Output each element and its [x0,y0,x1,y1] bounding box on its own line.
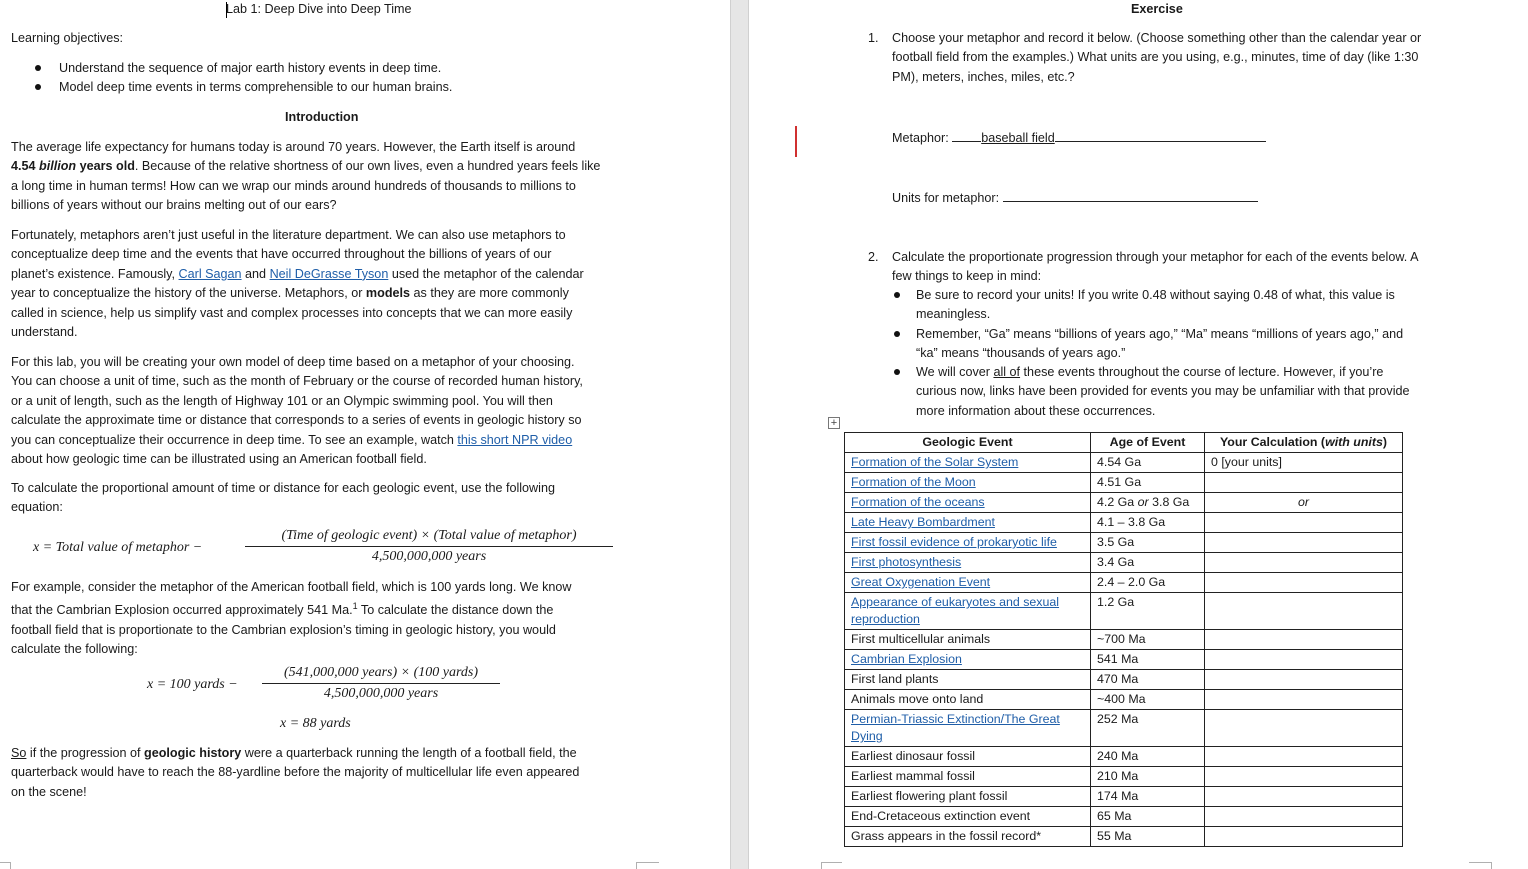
column-header-age: Age of Event [1091,433,1205,453]
objective-item: Understand the sequence of major earth history events in deep time. [59,61,442,75]
reminder-abbreviations [916,325,1516,364]
text-line: football field from the examples.) What units are you using, e.g., minutes, time of day (like 1:30 [892,50,1419,65]
text-line: on the scene! [11,784,87,799]
event-link[interactable]: Permian-Triassic Extinction/The Great Dying [851,712,1060,743]
units-field[interactable] [892,188,1258,208]
event-cell: Animals move onto land [845,690,1091,710]
event-link[interactable]: Great Oxygenation Event [851,575,991,589]
reminder-links [916,363,1516,421]
text-line: We will cover all of these events throughout the course of lecture. However, if you’re [916,365,1384,379]
right-page [749,0,1528,869]
calculation-cell[interactable]: 0 [your units] [1205,453,1403,473]
units-label: Units for metaphor: [892,191,1000,205]
column-header-calculation: Your Calculation (with units) [1205,433,1403,453]
column-header-event: Geologic Event [845,433,1091,453]
text-line: Fortunately, metaphors aren’t just useful in the literature department. We can also use metaphors to [11,228,566,242]
age-cell: 3.4 Ga [1091,553,1205,573]
event-link[interactable]: Cambrian Explosion [851,652,962,666]
text-line: more information about these occurrences. [916,403,1156,418]
conclusion-paragraph [11,744,651,802]
table-row [845,473,1403,493]
text-line: Remember, “Ga” means “billions of years ago,” “Ma” means “millions of years ago,” and [916,327,1404,341]
event-cell: Earliest dinosaur fossil [845,747,1091,767]
text-line: equation: [11,500,63,515]
text-line: a long time in human terms! How can we wrap our minds around hundreds of thousands to millions to [11,178,576,193]
calculation-cell[interactable] [1205,573,1403,593]
text-line: For this lab, you will be creating your own model of deep time based on a metaphor of your choosing. [11,355,575,369]
age-cell: 3.5 Ga [1091,533,1205,553]
text-line: Calculate the proportionate progression through your metaphor for each of the events below. A [892,250,1419,264]
question-1-number: 1. [868,31,879,45]
event-cell[interactable] [845,453,1091,473]
introduction-heading: Introduction [285,110,359,124]
event-link[interactable]: First photosynthesis [851,555,962,569]
lab-description-paragraph [11,353,651,469]
text-line: you can conceptualize their occurrence in deep time. To see an example, watch this short NPR video [11,432,573,447]
text-line: So if the progression of geologic history were a quarterback running the length of a football field, the [11,746,577,760]
equation-intro-paragraph [11,479,651,518]
geologic-events-table [844,432,1403,847]
event-cell[interactable] [845,593,1091,630]
table-row [845,553,1403,573]
calculation-cell[interactable]: or [1205,493,1403,513]
intro-paragraph [11,138,651,216]
npr-video-link[interactable]: this short NPR video [457,432,573,447]
calculation-cell[interactable] [1205,767,1403,787]
metaphor-paragraph [11,226,651,342]
calculation-cell[interactable] [1205,473,1403,493]
calculation-cell[interactable] [1205,553,1403,573]
text-line: You can choose a unit of time, such as the month of February or the course of recorded human history, [11,374,583,389]
calculation-cell[interactable] [1205,630,1403,650]
table-row [845,493,1403,513]
table-row [845,690,1403,710]
calculation-cell[interactable] [1205,670,1403,690]
table-header-row [845,433,1403,453]
event-cell: Grass appears in the fossil record* [845,827,1091,847]
event-cell[interactable] [845,513,1091,533]
table-row [845,513,1403,533]
table-row [845,787,1403,807]
table-row [845,650,1403,670]
age-cell: 240 Ma [1091,747,1205,767]
left-page [0,0,730,869]
table-row [845,670,1403,690]
text-line: understand. [11,325,78,340]
table-row [845,453,1403,473]
age-cell: 470 Ma [1091,670,1205,690]
text-line: curious now, links have been provided for events you may be unfamiliar with that provide [916,384,1410,399]
text-line: Choose your metaphor and record it below. (Choose something other than the calendar year or [892,31,1422,45]
table-row [845,593,1403,630]
example-paragraph [11,578,651,660]
age-cell: 174 Ma [1091,787,1205,807]
event-cell: End-Cretaceous extinction event [845,807,1091,827]
text-line: Be sure to record your units! If you write 0.48 without saying 0.48 of what, this value is [916,288,1395,302]
metaphor-value[interactable]: baseball field [981,131,1055,145]
event-cell[interactable] [845,553,1091,573]
age-cell: ~400 Ma [1091,690,1205,710]
question-1-text [892,29,1492,87]
revision-mark [795,126,797,157]
text-line: conceptualize deep time and the events that have occurred throughout the billions of years of our [11,247,552,262]
text-line: billions of years without our brains melting out of our ears? [11,198,337,213]
bullet-icon [35,84,41,90]
age-cell: 252 Ma [1091,710,1205,747]
text-line: quarterback would have to reach the 88-yardline before the majority of multicellular life even appeared [11,765,580,780]
event-cell: First land plants [845,670,1091,690]
event-link[interactable]: First fossil evidence of prokaryotic life [851,535,1057,549]
page-corner-mark [1469,862,1492,869]
table-row [845,747,1403,767]
event-cell: Earliest mammal fossil [845,767,1091,787]
event-cell[interactable] [845,573,1091,593]
event-cell[interactable] [845,650,1091,670]
table-row [845,827,1403,847]
text-line: 4.54 billion years old. Because of the relative shortness of our own lives, even a hundred years feels like [11,159,601,174]
age-cell: 541 Ma [1091,650,1205,670]
age-cell: 2.4 – 2.0 Ga [1091,573,1205,593]
calculation-cell[interactable] [1205,593,1403,630]
table-row [845,630,1403,650]
calculation-cell[interactable] [1205,807,1403,827]
text-line: calculate the following: [11,642,138,657]
example-equation-result: x = 88 yards [280,716,351,731]
metaphor-field[interactable] [892,128,1266,148]
text-line: year to conceptualize the history of the universe. Metaphors, or models as they are more commonly [11,286,569,301]
equation-lhs: x = Total value of metaphor − [33,540,203,555]
page-corner-mark [636,862,659,869]
calculation-cell[interactable] [1205,650,1403,670]
calculation-cell[interactable] [1205,690,1403,710]
age-cell: 65 Ma [1091,807,1205,827]
age-cell: 210 Ma [1091,767,1205,787]
age-cell: 4.51 Ga [1091,473,1205,493]
age-cell: 4.54 Ga [1091,453,1205,473]
question-2-number: 2. [868,250,879,264]
text-line: few things to keep in mind: [892,269,1042,284]
carl-sagan-link[interactable]: Carl Sagan [178,266,242,281]
age-cell: 4.1 – 3.8 Ga [1091,513,1205,533]
event-cell: First multicellular animals [845,630,1091,650]
calculation-cell[interactable] [1205,513,1403,533]
equation-denominator: 4,500,000,000 years [371,549,487,564]
text-line: calculate the approximate time or distance that corresponds to a series of events in geologic history so [11,413,582,428]
text-line: To calculate the proportional amount of time or distance for each geologic event, use the following [11,481,555,495]
equation-fraction [245,528,613,565]
table-row [845,767,1403,787]
calculation-cell[interactable] [1205,787,1403,807]
reminder-units [916,286,1516,325]
bullet-icon [894,292,900,298]
text-line: The average life expectancy for humans today is around 70 years. However, the Earth itself is around [11,140,576,154]
table-row [845,533,1403,553]
event-cell: Earliest flowering plant fossil [845,787,1091,807]
event-link[interactable]: Formation of the Solar System [851,455,1019,469]
age-cell: 1.2 Ga [1091,593,1205,630]
text-line: or a unit of length, such as the length of Highway 101 or an Olympic swimming pool. You will then [11,393,553,408]
neil-degrasse-tyson-link[interactable]: Neil DeGrasse Tyson [269,266,389,281]
text-line: about how geologic time can be illustrated using an American football field. [11,452,427,467]
text-line: For example, consider the metaphor of the American football field, which is 100 yards long. We know [11,580,572,594]
page-gutter [730,0,749,869]
page-header-title: Lab 1: Deep Dive into Deep Time [226,2,412,16]
table-row [845,573,1403,593]
event-link[interactable]: Late Heavy Bombardment [851,515,995,529]
event-link[interactable]: Appearance of eukaryotes and sexual reproduction [851,595,1060,626]
event-cell[interactable] [845,473,1091,493]
calculation-cell[interactable] [1205,710,1403,747]
calculation-cell[interactable] [1205,827,1403,847]
example-equation-lhs: x = 100 yards − [147,677,238,692]
example-equation-numerator: (541,000,000 years) × (100 yards) [262,665,500,684]
table-row [845,710,1403,747]
objective-item: Model deep time events in terms comprehensible to our human brains. [59,80,453,94]
text-line: meaningless. [916,307,991,322]
page-corner-mark [0,862,11,869]
text-line: “ka” means “thousands of years ago.” [916,346,1126,361]
question-2-text [892,248,1512,287]
event-cell[interactable] [845,533,1091,553]
event-cell[interactable] [845,493,1091,513]
objectives-heading: Learning objectives: [11,31,124,45]
text-line: planet’s existence. Famously, Carl Sagan and Neil DeGrasse Tyson used the metaphor of the calendar [11,266,584,281]
text-line: that the Cambrian Explosion occurred approximately 541 Ma.$^1$ To calculate the distance down the [11,601,554,618]
page-corner-mark [821,862,842,869]
age-cell: 55 Ma [1091,827,1205,847]
event-link[interactable]: Formation of the Moon [851,475,976,489]
text-line: football field that is proportionate to the Cambrian explosion’s timing in geologic history, you would [11,623,556,637]
table-row [845,807,1403,827]
bullet-icon [894,331,900,337]
bullet-icon [894,369,900,375]
bullet-icon [35,65,41,71]
table-move-handle[interactable]: + [828,417,840,429]
example-equation-denominator: 4,500,000,000 years [323,686,439,701]
example-equation-fraction [262,665,500,702]
exercise-heading: Exercise [1131,2,1183,16]
event-cell[interactable] [845,710,1091,747]
text-line: called in science, help us simplify vast and complex processes into concepts that we can more easily [11,305,573,320]
age-cell: ~700 Ma [1091,630,1205,650]
text-line: PM), meters, inches, miles, etc.? [892,69,1075,84]
calculation-cell[interactable] [1205,533,1403,553]
metaphor-label: Metaphor: [892,131,949,145]
age-cell: 4.2 Ga or 3.8 Ga [1091,493,1205,513]
event-link[interactable]: Formation of the oceans [851,495,985,509]
calculation-cell[interactable] [1205,747,1403,767]
equation-numerator: (Time of geologic event) × (Total value of metaphor) [245,528,613,547]
